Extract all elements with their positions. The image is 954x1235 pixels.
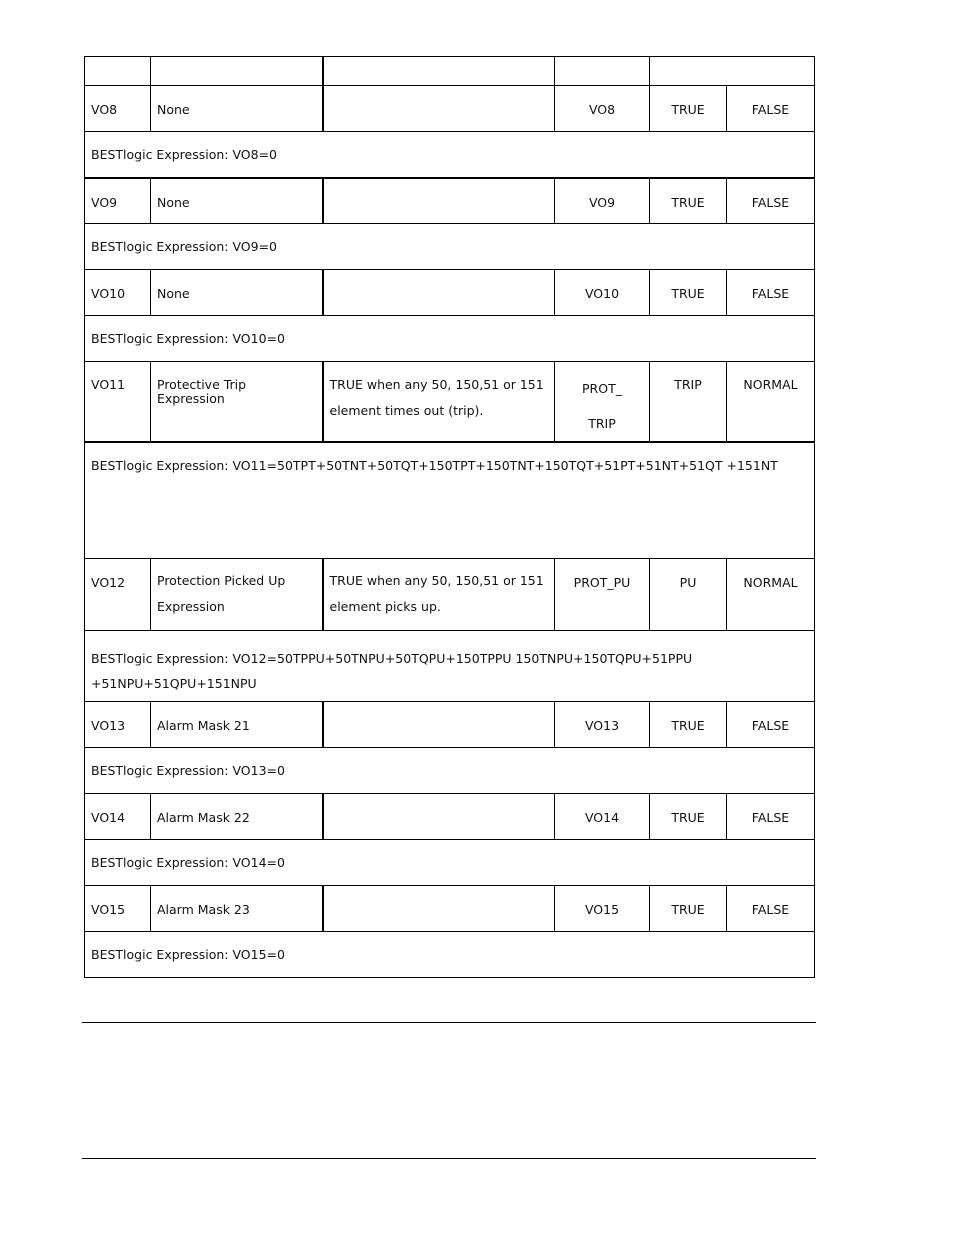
logic-expression: BESTlogic Expression: VO9=0 bbox=[85, 224, 815, 270]
false-state-label: NORMAL bbox=[727, 558, 815, 630]
header-cell bbox=[555, 57, 650, 86]
table-row bbox=[85, 701, 815, 747]
table-row bbox=[85, 270, 815, 316]
expression-row bbox=[85, 931, 815, 977]
output-label: VO10 bbox=[555, 270, 650, 316]
output-description bbox=[323, 885, 555, 931]
logic-expression-line-2: +51NPU+51QPU+151NPU bbox=[91, 675, 257, 691]
expression-row bbox=[85, 839, 815, 885]
table-row bbox=[85, 86, 815, 132]
output-name: Alarm Mask 23 bbox=[151, 885, 323, 931]
expression-row bbox=[85, 132, 815, 178]
output-label-line-1: PROT_ bbox=[582, 381, 622, 396]
output-name: None bbox=[151, 270, 323, 316]
false-state-label: FALSE bbox=[727, 885, 815, 931]
true-state-label: PU bbox=[650, 558, 727, 630]
false-state-label: FALSE bbox=[727, 270, 815, 316]
logic-expression: BESTlogic Expression: VO8=0 bbox=[85, 132, 815, 178]
table-row bbox=[85, 558, 815, 630]
false-state-label: FALSE bbox=[727, 701, 815, 747]
output-id: VO11 bbox=[85, 362, 151, 443]
false-state-label: FALSE bbox=[727, 178, 815, 224]
footer-rule-top bbox=[82, 1022, 816, 1023]
output-label: VO9 bbox=[555, 178, 650, 224]
table-row bbox=[85, 178, 815, 224]
false-state-label: FALSE bbox=[727, 793, 815, 839]
output-label bbox=[555, 362, 650, 443]
output-name: Alarm Mask 21 bbox=[151, 701, 323, 747]
table-row bbox=[85, 793, 815, 839]
output-description bbox=[323, 86, 555, 132]
expression-row bbox=[85, 316, 815, 362]
output-label: VO14 bbox=[555, 793, 650, 839]
true-state-label: TRUE bbox=[650, 885, 727, 931]
output-description bbox=[323, 558, 555, 630]
output-id: VO14 bbox=[85, 793, 151, 839]
expression-row bbox=[85, 442, 815, 558]
output-id: VO9 bbox=[85, 178, 151, 224]
output-description bbox=[323, 178, 555, 224]
output-id: VO13 bbox=[85, 701, 151, 747]
output-id: VO10 bbox=[85, 270, 151, 316]
true-state-label: TRUE bbox=[650, 270, 727, 316]
output-label-line-2: TRIP bbox=[588, 416, 616, 431]
true-state-label: TRUE bbox=[650, 178, 727, 224]
false-state-label: FALSE bbox=[727, 86, 815, 132]
logic-expression: BESTlogic Expression: VO15=0 bbox=[85, 931, 815, 977]
expression-row bbox=[85, 630, 815, 701]
output-name: Alarm Mask 22 bbox=[151, 793, 323, 839]
logic-expression-line-1: BESTlogic Expression: VO12=50TPPU+50TNPU+50TQPU+150TPPU 150TNPU+150TQPU+51PPU bbox=[91, 650, 693, 666]
header-cell bbox=[85, 57, 151, 86]
true-state-label: TRUE bbox=[650, 86, 727, 132]
output-name: None bbox=[151, 178, 323, 224]
true-state-label: TRIP bbox=[650, 362, 727, 443]
expression-row bbox=[85, 747, 815, 793]
table-row bbox=[85, 362, 815, 443]
output-label: VO15 bbox=[555, 885, 650, 931]
output-id: VO12 bbox=[85, 558, 151, 630]
output-label: PROT_PU bbox=[555, 558, 650, 630]
virtual-outputs-table bbox=[84, 56, 815, 978]
output-name-line-1: Protection Picked Up bbox=[157, 572, 286, 588]
footer-rule-bottom bbox=[82, 1158, 816, 1159]
output-description bbox=[323, 793, 555, 839]
logic-expression bbox=[85, 630, 815, 701]
output-name bbox=[151, 558, 323, 630]
table-header-row bbox=[85, 57, 815, 86]
output-name: Protective Trip Expression bbox=[151, 362, 323, 443]
header-cell bbox=[650, 57, 815, 86]
true-state-label: TRUE bbox=[650, 701, 727, 747]
logic-expression: BESTlogic Expression: VO11=50TPT+50TNT+50TQT+150TPT+150TNT+150TQT+51PT+51NT+51QT +151NT bbox=[85, 442, 815, 558]
output-description-line-1: TRUE when any 50, 150,51 or 151 bbox=[329, 572, 544, 588]
output-description bbox=[323, 270, 555, 316]
expression-row bbox=[85, 224, 815, 270]
output-label: VO8 bbox=[555, 86, 650, 132]
output-name: None bbox=[151, 86, 323, 132]
output-description bbox=[323, 701, 555, 747]
logic-expression: BESTlogic Expression: VO14=0 bbox=[85, 839, 815, 885]
header-cell bbox=[151, 57, 323, 86]
output-name-line-2: Expression bbox=[157, 598, 225, 614]
table-row bbox=[85, 885, 815, 931]
logic-expression: BESTlogic Expression: VO10=0 bbox=[85, 316, 815, 362]
true-state-label: TRUE bbox=[650, 793, 727, 839]
header-cell bbox=[323, 57, 555, 86]
false-state-label: NORMAL bbox=[727, 362, 815, 443]
output-description-line-2: element picks up. bbox=[329, 598, 441, 614]
output-id: VO8 bbox=[85, 86, 151, 132]
output-id: VO15 bbox=[85, 885, 151, 931]
logic-expression: BESTlogic Expression: VO13=0 bbox=[85, 747, 815, 793]
output-label: VO13 bbox=[555, 701, 650, 747]
output-description: TRUE when any 50, 150,51 or 151 element times out (trip). bbox=[323, 362, 555, 443]
